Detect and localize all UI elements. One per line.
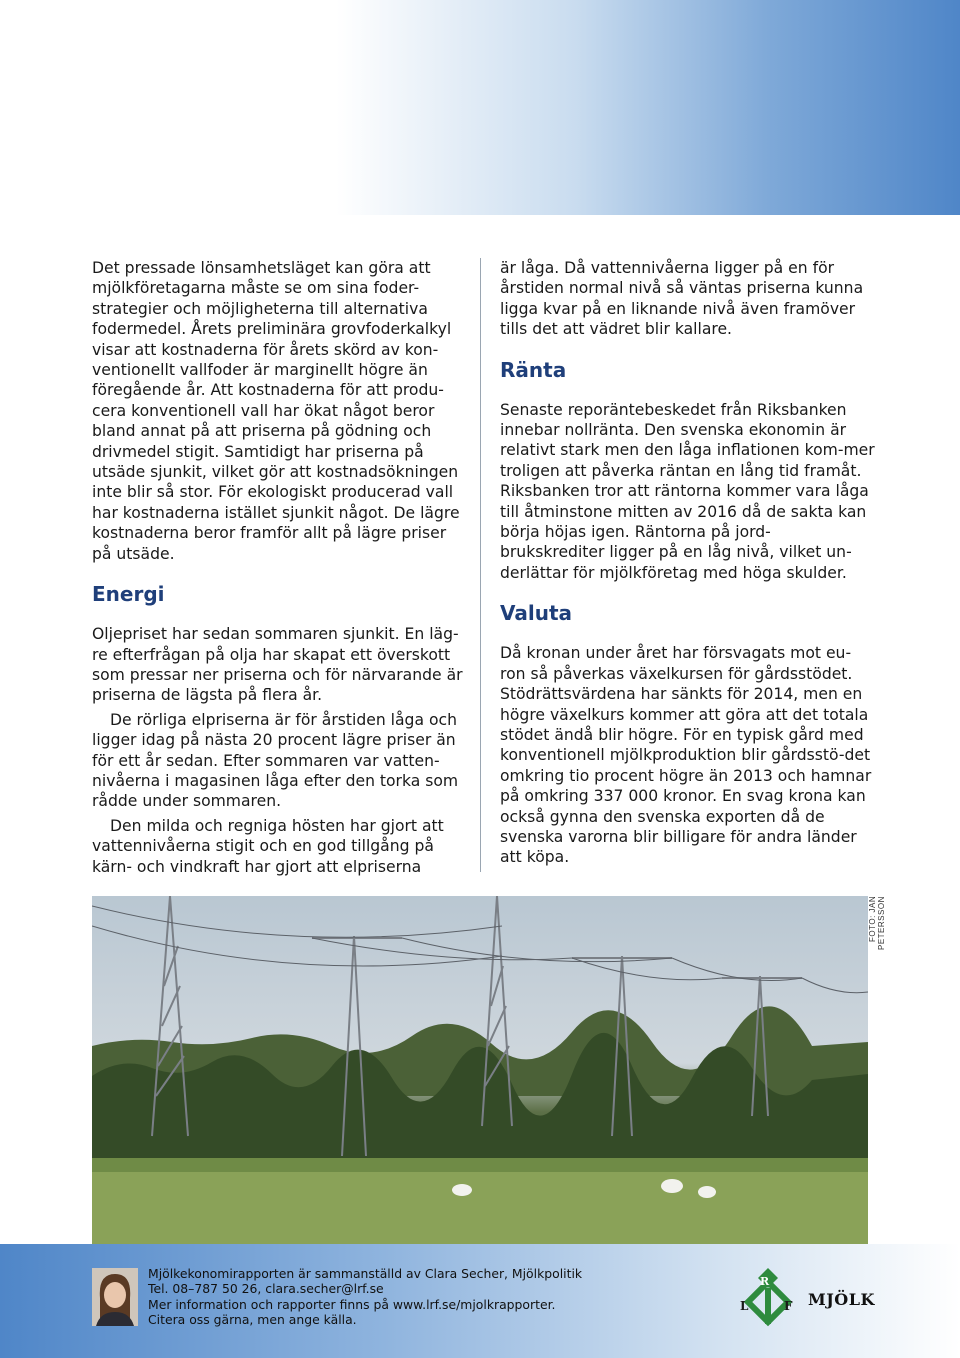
photo-credit: FOTO: JAN PETERSSON <box>868 896 886 950</box>
footer-contact-info <box>148 1266 708 1328</box>
logo-wordmark: MJÖLK <box>808 1290 875 1309</box>
author-avatar <box>92 1268 138 1326</box>
left-paragraph-4: Den milda och regniga hösten har gjort att vattennivåerna stigit och en god tillgång på kärn- och vindkraft har gjort att elpriserna <box>92 816 444 876</box>
avatar-portrait <box>92 1268 138 1326</box>
right-paragraph-1: är låga. Då vattennivåerna ligger på en för årstiden normal nivå så väntas priserna kunna ligga kvar på en liknande nivå även framöver tills det att vädret blir kallare. <box>500 259 864 339</box>
left-paragraph-1: Det pressade lönsamhetsläget kan göra att mjölkföretagarna måste se om sina foder-strategier och möjligheterna till alternativa fodermedel. Årets preliminära grovfoderkalkyl visar att kostnaderna för årets skörd av kon-ventionellt vallfoder är marginellt högre än föregående år. Att kostnaderna för att produ-cera konventionell vall har ökat något beror bland annat på att priserna på gödning och drivmedel stigit. Samtidigt har priserna på utsäde sjunkit, vilket gör att kostnadsökningen inte blir så stor. För ekologiskt producerad vall har kostnaderna istället sjunkit något. De lägre kostnaderna beror framför allt på lägre priser på utsäde. <box>92 259 460 563</box>
right-column <box>500 258 875 872</box>
left-column <box>92 258 470 881</box>
footer-line-3: Mer information och rapporter finns på www.lrf.se/mjolkrapporter. <box>148 1296 556 1312</box>
right-paragraph-2: Senaste reporäntebeskedet från Riksbanken innebar nollränta. Den svenska ekonomin är relativt stark men den låga inflationen kom-mer troligen att påverka räntan en lång tid framåt. Riksbanken tror att räntorna kommer vara låga till åtminstone mitten av 2016 då de sakta kan börja höjas igen. Räntorna på jord-brukskrediter ligger på en låg nivå, vilket un-derlättar för mjölkföretag med höga skulder. <box>500 400 875 582</box>
footer-line-4: Citera oss gärna, men ange källa. <box>148 1312 357 1328</box>
footer-line-1: Mjölkekonomirapporten är sammanställd av Clara Secher, Mjölkpolitik <box>148 1266 583 1281</box>
logo-letter-r: R <box>760 1275 770 1288</box>
logo-letter-f: F <box>784 1299 793 1313</box>
lrf-logo-mark <box>740 1268 793 1324</box>
column-divider <box>480 258 481 872</box>
heading-valuta: Valuta <box>500 601 573 626</box>
heading-ranta: Ränta <box>500 357 567 382</box>
power-lines-photo <box>92 896 868 1244</box>
footer-line-2: Tel. 08–787 50 26, clara.secher@lrf.se <box>148 1281 384 1297</box>
right-paragraph-3: Då kronan under året har försvagats mot eu-ron så påverkas växelkursen för gårdsstödet. Stödrättsvärdena har sänkts för 2014, men en högre växelkurs kommer att göra att det totala stödet ändå blir högre. För en typisk gård med konventionell mjölkproduktion blir gårdsstö-det omkring tio procent högre än 2013 och hamnar på omkring 337 000 kronor. En svag krona kan också gynna den svenska exporten då de svenska varorna blir billigare för andra länder att köpa. <box>500 644 872 867</box>
heading-energi: Energi <box>92 582 165 607</box>
left-paragraph-2: Oljepriset har sedan sommaren sjunkit. En läg-re efterfrågan på olja har skapat ett överskott som pressar ner priserna och för närvarande är priserna de lägsta på flera år. <box>92 625 463 705</box>
logo-letter-l: L <box>740 1299 749 1313</box>
photo-illustration <box>92 896 868 1244</box>
left-paragraph-3: De rörliga elpriserna är för årstiden låga och ligger idag på nästa 20 procent lägre priser än för ett år sedan. Efter sommaren var vatten-nivåerna i magasinen låga efter den torka som rådde under sommaren. <box>92 710 459 811</box>
header-gradient-band <box>0 0 960 215</box>
